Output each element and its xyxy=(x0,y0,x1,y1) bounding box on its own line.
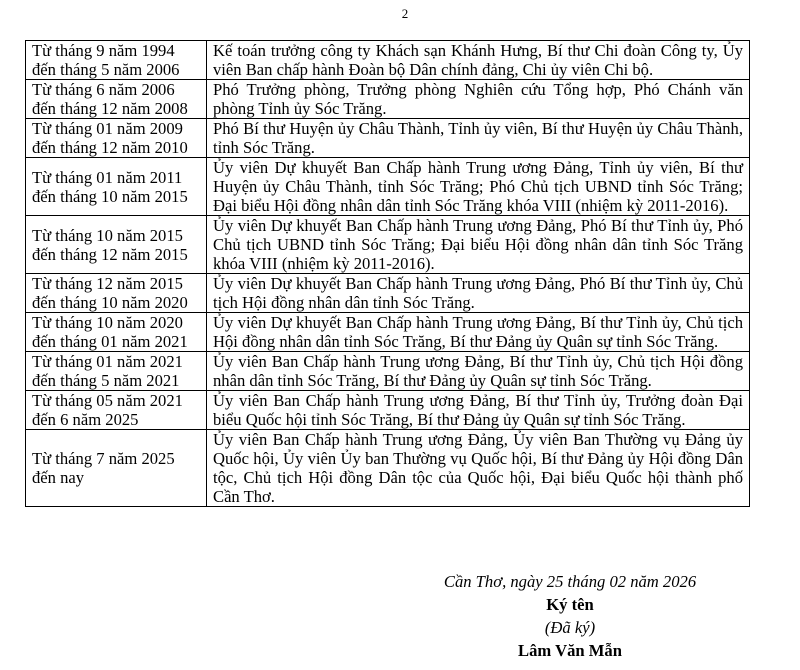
place-date: Cần Thơ, ngày 25 tháng 02 năm 2026 xyxy=(443,572,697,591)
signature-block xyxy=(400,570,740,662)
table-row xyxy=(26,119,750,158)
period-cell: Từ tháng 7 năm 2025 đến nay xyxy=(26,430,207,507)
position-cell: Kế toán trưởng công ty Khách sạn Khánh Hưng, Bí thư Chi đoàn Công ty, Ủy viên Ban chấp hành Đoàn bộ Dân chính đảng, Chi ủy viên Chi bộ. xyxy=(207,41,750,80)
signed-note: (Đã ký) xyxy=(544,618,596,637)
table-row xyxy=(26,158,750,216)
position-cell: Phó Trưởng phòng, Trưởng phòng Nghiên cứu Tổng hợp, Phó Chánh văn phòng Tỉnh ủy Sóc Trăng. xyxy=(207,80,750,119)
period-cell: Từ tháng 12 năm 2015 đến tháng 10 năm 2020 xyxy=(26,274,207,313)
sign-label: Ký tên xyxy=(546,595,594,614)
position-cell: Ủy viên Ban Chấp hành Trung ương Đảng, Bí thư Tỉnh ủy, Trưởng đoàn Đại biểu Quốc hội tỉnh Sóc Trăng, Bí thư Đảng ủy Quân sự tỉnh Sóc Trăng. xyxy=(207,391,750,430)
position-cell: Ủy viên Ban Chấp hành Trung ương Đảng, Ủy viên Ban Thường vụ Đảng ủy Quốc hội, Ủy viên Ủy ban Thường vụ Quốc hội, Bí thư Đảng ủy Hội đồng Dân tộc, Chủ tịch Hội đồng Dân tộc của Quốc hội, Đại biểu Quốc hội thành phố Cần Thơ. xyxy=(207,430,750,507)
table-row xyxy=(26,274,750,313)
period-cell: Từ tháng 6 năm 2006 đến tháng 12 năm 2008 xyxy=(26,80,207,119)
period-cell: Từ tháng 05 năm 2021 đến 6 năm 2025 xyxy=(26,391,207,430)
position-cell: Ủy viên Dự khuyết Ban Chấp hành Trung ương Đảng, Phó Bí thư Tỉnh ủy, Chủ tịch Hội đồng nhân dân tỉnh Sóc Trăng. xyxy=(207,274,750,313)
period-cell: Từ tháng 01 năm 2009 đến tháng 12 năm 2010 xyxy=(26,119,207,158)
career-history-table xyxy=(25,40,750,507)
period-cell: Từ tháng 01 năm 2021 đến tháng 5 năm 2021 xyxy=(26,352,207,391)
period-cell: Từ tháng 9 năm 1994 đến tháng 5 năm 2006 xyxy=(26,41,207,80)
period-cell: Từ tháng 10 năm 2020 đến tháng 01 năm 2021 xyxy=(26,313,207,352)
table-row xyxy=(26,352,750,391)
table-row xyxy=(26,391,750,430)
period-cell: Từ tháng 01 năm 2011 đến tháng 10 năm 2015 xyxy=(26,158,207,216)
position-cell: Ủy viên Dự khuyết Ban Chấp hành Trung ương Đảng, Phó Bí thư Tỉnh ủy, Phó Chủ tịch UBND tỉnh Sóc Trăng; Đại biểu Hội đồng nhân dân tỉnh Sóc Trăng khóa VIII (nhiệm kỳ 2011-2016). xyxy=(207,216,750,274)
table-row xyxy=(26,41,750,80)
table-row xyxy=(26,80,750,119)
position-cell: Ủy viên Dự khuyết Ban Chấp hành Trung ương Đảng, Tỉnh ủy viên, Bí thư Huyện ủy Châu Thành, tỉnh Sóc Trăng; Phó Chủ tịch UBND tỉnh Sóc Trăng; Đại biểu Hội đồng nhân dân tỉnh Sóc Trăng khóa VIII (nhiệm kỳ 2011-2016). xyxy=(207,158,750,216)
signer-name: Lâm Văn Mẫn xyxy=(518,641,622,660)
table-row xyxy=(26,430,750,507)
table-row xyxy=(26,216,750,274)
page-number: 2 xyxy=(401,6,409,21)
table-row xyxy=(26,313,750,352)
position-cell: Ủy viên Dự khuyết Ban Chấp hành Trung ương Đảng, Bí thư Tỉnh ủy, Chủ tịch Hội đồng nhân dân tỉnh Sóc Trăng, Bí thư Đảng ủy Quân sự tỉnh Sóc Trăng. xyxy=(207,313,750,352)
period-cell: Từ tháng 10 năm 2015 đến tháng 12 năm 2015 xyxy=(26,216,207,274)
position-cell: Ủy viên Ban Chấp hành Trung ương Đảng, Bí thư Tỉnh ủy, Chủ tịch Hội đồng nhân dân tỉnh Sóc Trăng, Bí thư Đảng ủy Quân sự tỉnh Sóc Trăng. xyxy=(207,352,750,391)
position-cell: Phó Bí thư Huyện ủy Châu Thành, Tỉnh ủy viên, Bí thư Huyện ủy Châu Thành, tỉnh Sóc Trăng. xyxy=(207,119,750,158)
